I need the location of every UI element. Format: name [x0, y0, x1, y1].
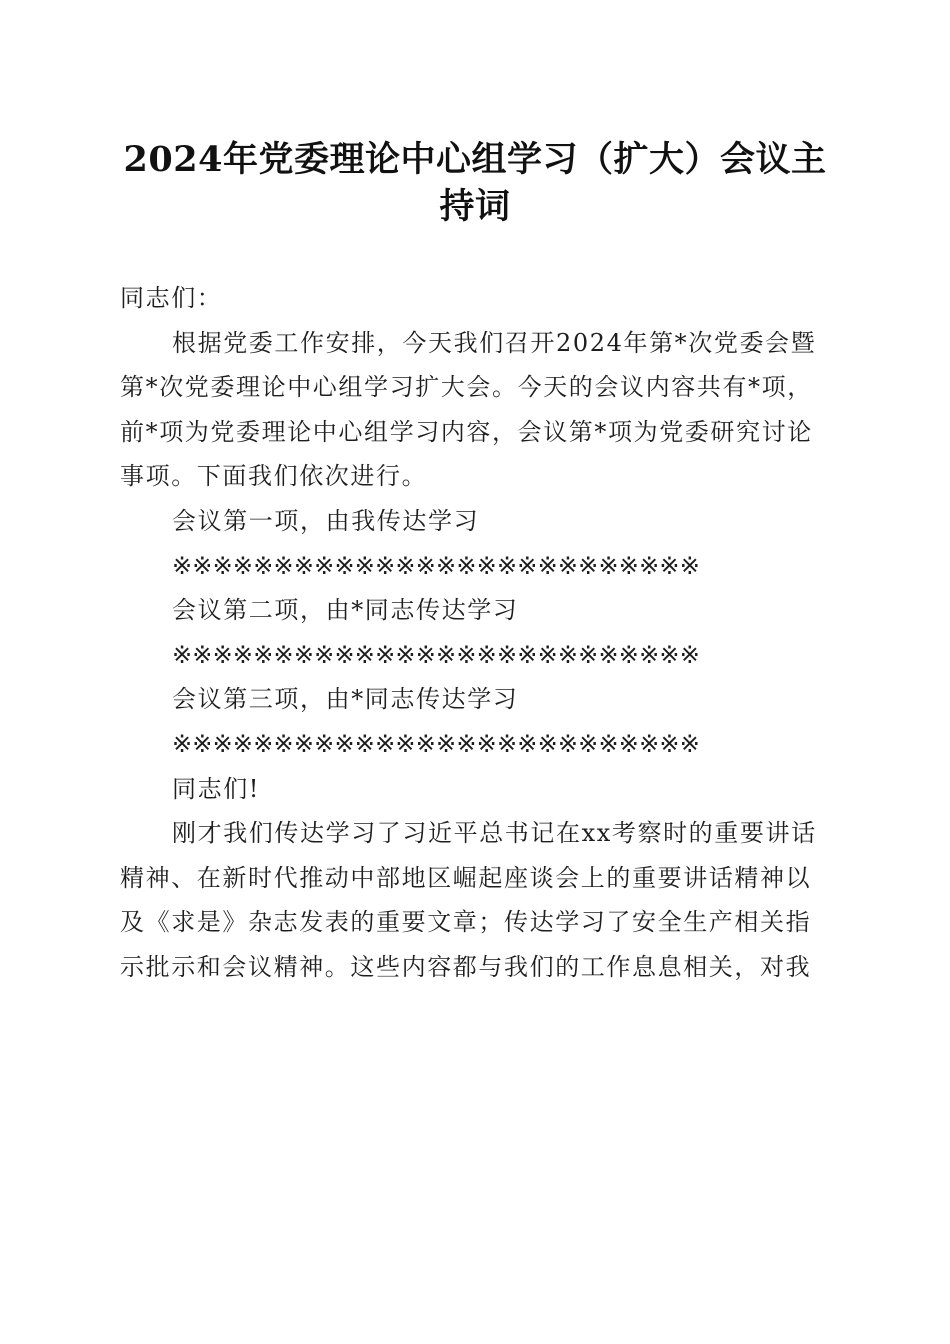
agenda-item-1: 会议第一项，由我传达学习	[172, 506, 480, 535]
document-title: 2024年党委理论中心组学习（扩大）会议主持词	[123, 139, 827, 227]
paragraph-intro: 根据党委工作安排，今天我们召开2024年第*次党委会暨第*次党委理论中心组学习扩大会。今天的会议内容共有*项，前*项为党委理论中心组学习内容，会议第*项为党委研究讨论事项。下面我们依次进行。	[120, 328, 817, 491]
salutation-2: 同志们!	[172, 774, 261, 803]
document-body	[120, 276, 832, 990]
salutation: 同志们：	[120, 284, 223, 312]
paragraph-summary: 刚才我们传达学习了习近平总书记在xx考察时的重要讲话精神、在新时代推动中部地区崛起座谈会上的重要讲话精神以及《求是》杂志发表的重要文章；传达学习了安全生产相关指示批示和会议精神。这些内容都与我们的工作息息相关，对我	[120, 819, 817, 981]
placeholder-content-1: ※※※※※※※※※※※※※※※※※※※※※※※※※※	[172, 551, 701, 580]
placeholder-content-2: ※※※※※※※※※※※※※※※※※※※※※※※※※※	[172, 640, 701, 669]
placeholder-content-3: ※※※※※※※※※※※※※※※※※※※※※※※※※※	[172, 729, 701, 758]
agenda-item-3: 会议第三项，由*同志传达学习	[172, 685, 519, 714]
agenda-item-2: 会议第二项，由*同志传达学习	[172, 596, 519, 625]
